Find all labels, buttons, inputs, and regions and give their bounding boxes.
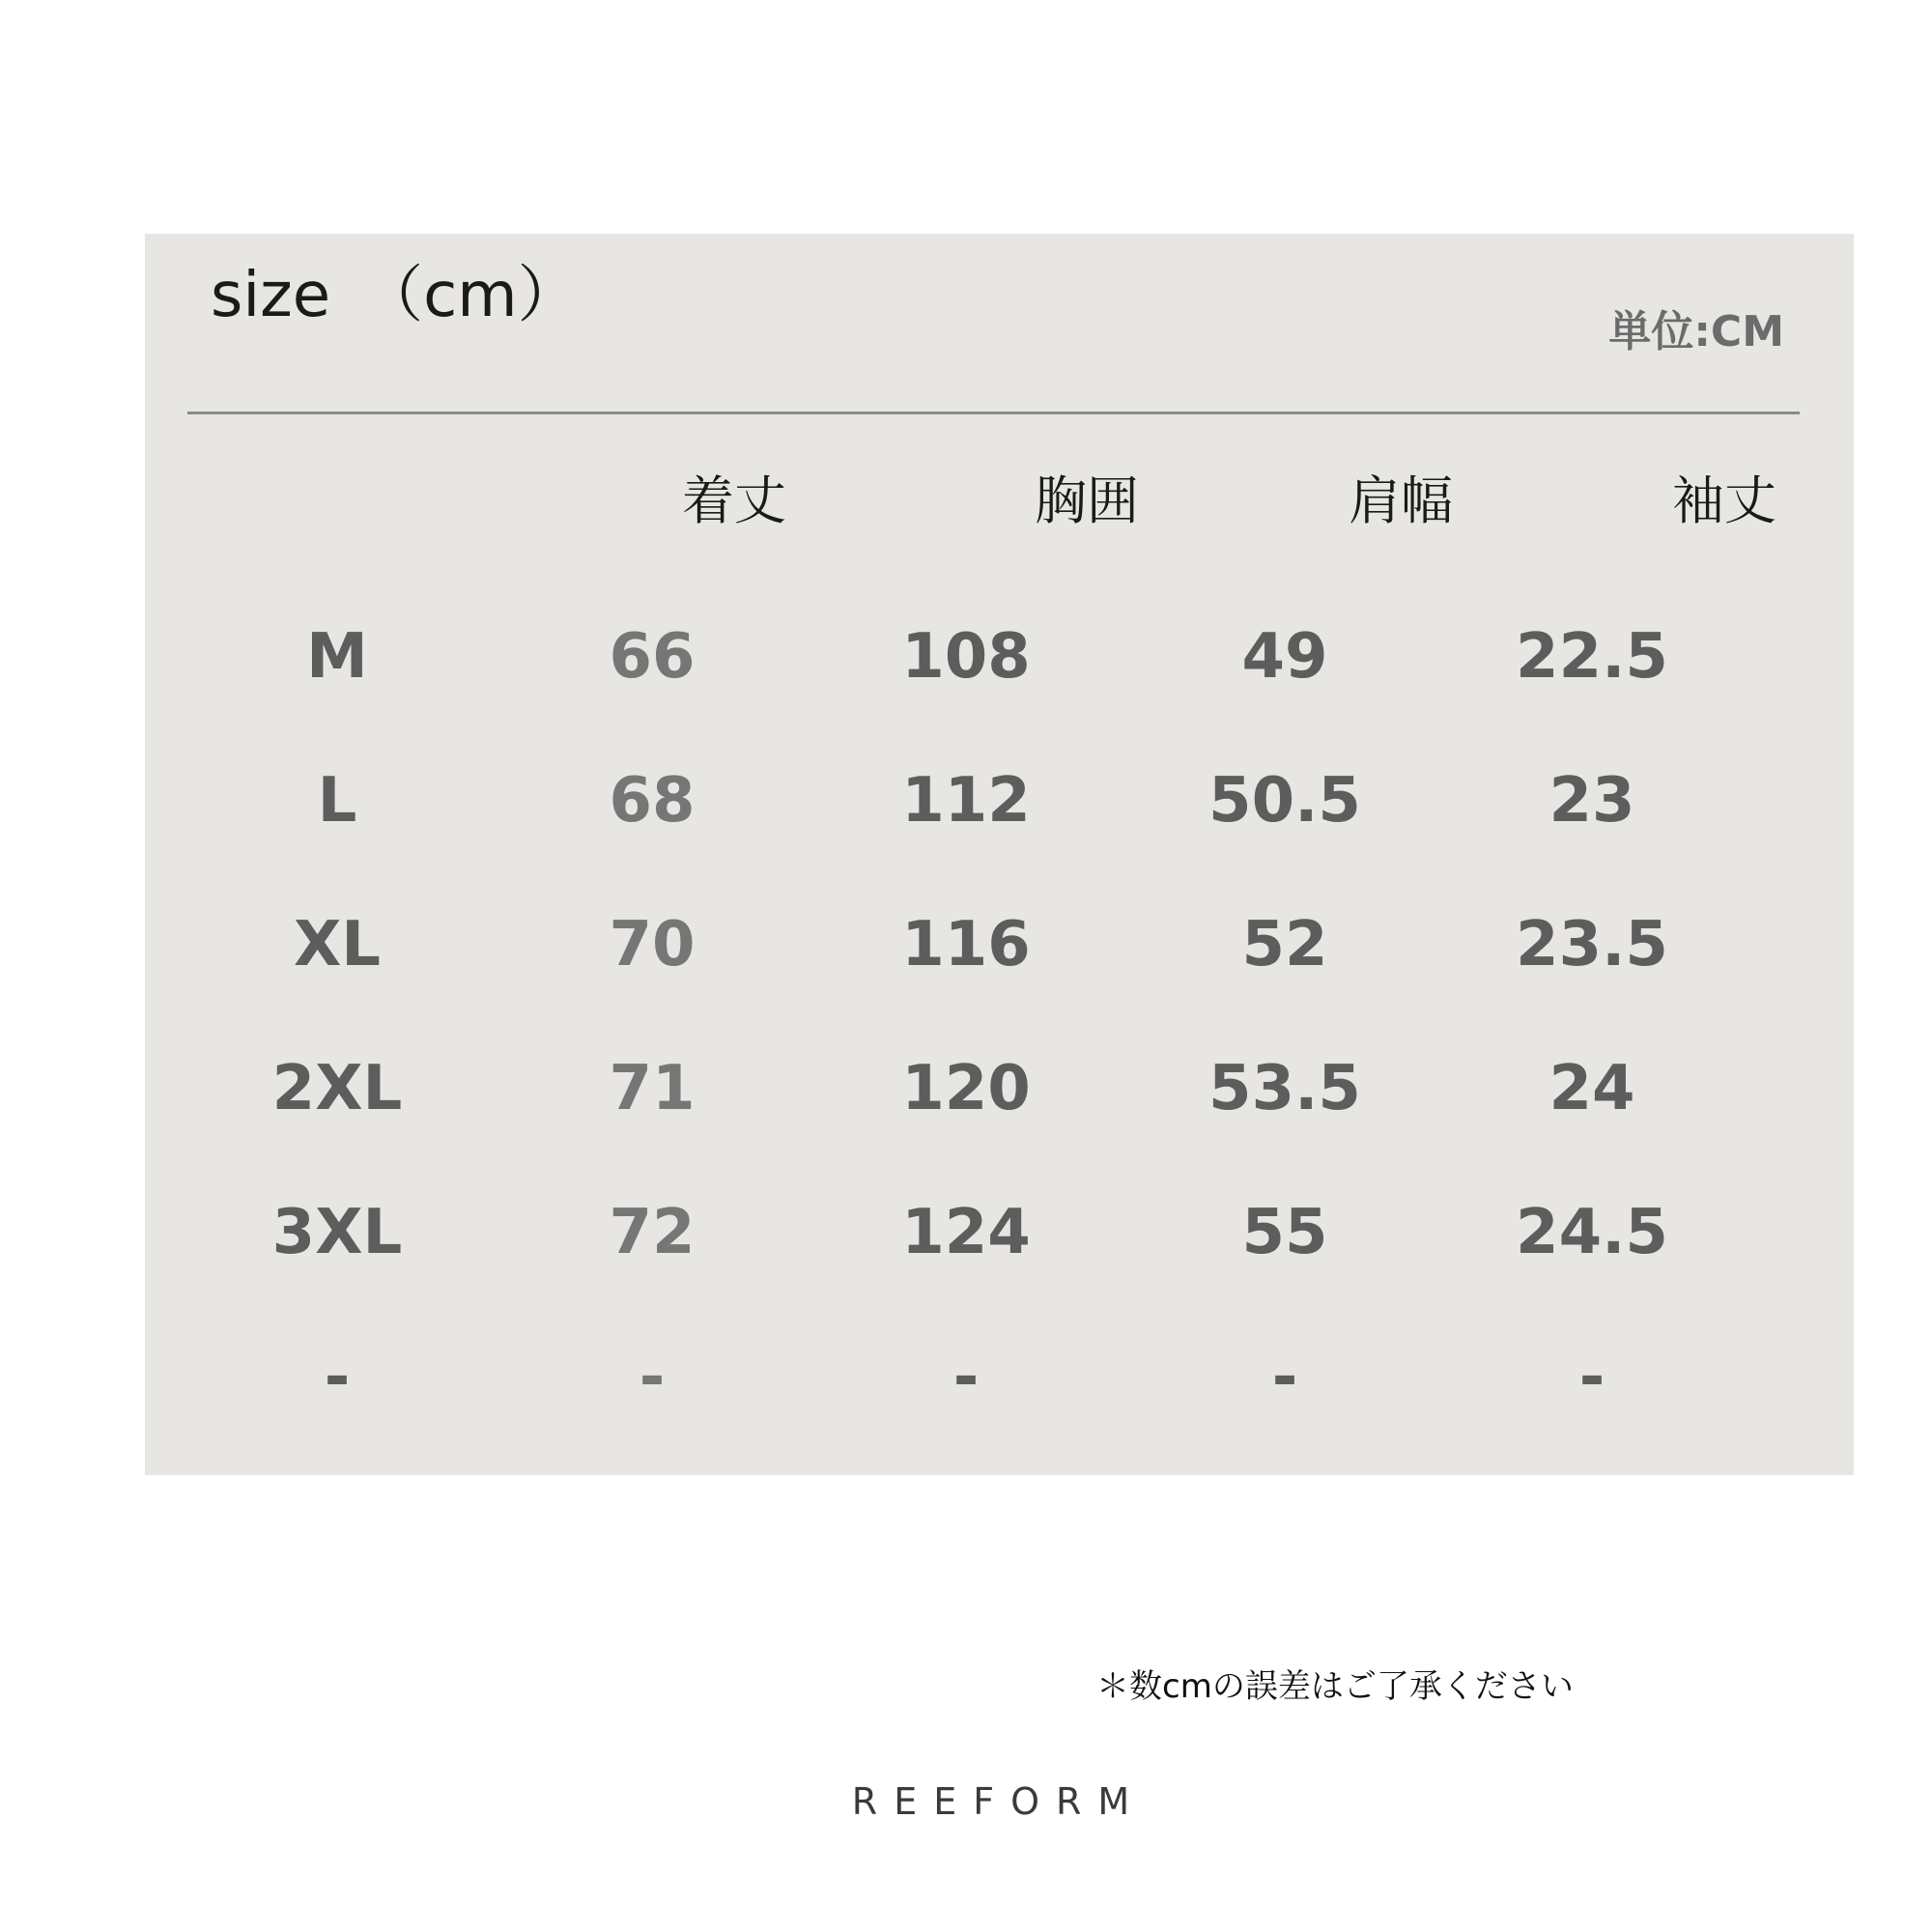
value-empty-length: - — [639, 1342, 666, 1413]
column-header-shoulder: 肩幅 — [1349, 470, 1453, 531]
brand-wordmark: REEFORM — [851, 1780, 1147, 1823]
value-empty-chest: - — [952, 1342, 980, 1413]
value-l-sleeve: 23 — [1548, 765, 1635, 837]
value-3xl-chest: 124 — [901, 1197, 1031, 1268]
value-2xl-shoulder: 53.5 — [1208, 1053, 1361, 1124]
value-m-length: 66 — [609, 621, 696, 693]
size-label-m: M — [306, 621, 368, 693]
value-empty-shoulder: - — [1271, 1342, 1298, 1413]
value-m-sleeve: 22.5 — [1516, 621, 1668, 693]
value-2xl-chest: 120 — [901, 1053, 1031, 1124]
value-empty-sleeve: - — [1578, 1342, 1605, 1413]
size-label-xl: XL — [293, 909, 382, 980]
value-2xl-length: 71 — [609, 1053, 696, 1124]
value-3xl-sleeve: 24.5 — [1516, 1197, 1668, 1268]
value-xl-shoulder: 52 — [1241, 909, 1328, 980]
column-header-sleeve: 袖丈 — [1672, 470, 1776, 531]
value-3xl-length: 72 — [609, 1197, 696, 1268]
value-3xl-shoulder: 55 — [1241, 1197, 1328, 1268]
unit-label: 単位:CM — [1608, 307, 1784, 356]
size-label-2xl: 2XL — [271, 1053, 403, 1124]
size-label-l: L — [317, 765, 357, 837]
measurement-note: ＊数cmの誤差はご了承ください — [1096, 1667, 1574, 1706]
value-2xl-sleeve: 24 — [1548, 1053, 1635, 1124]
column-header-chest: 胸囲 — [1035, 470, 1139, 531]
size-label-3xl: 3XL — [271, 1197, 403, 1268]
column-header-length: 着丈 — [682, 470, 786, 531]
size-label-empty: - — [324, 1342, 351, 1413]
header-divider — [187, 412, 1800, 414]
value-xl-length: 70 — [609, 909, 696, 980]
value-l-shoulder: 50.5 — [1208, 765, 1361, 837]
value-l-length: 68 — [609, 765, 696, 837]
value-xl-chest: 116 — [901, 909, 1031, 980]
value-m-chest: 108 — [901, 621, 1031, 693]
value-l-chest: 112 — [901, 765, 1031, 837]
value-xl-sleeve: 23.5 — [1516, 909, 1668, 980]
chart-title: size （cm） — [211, 260, 580, 331]
size-chart-panel — [145, 234, 1854, 1475]
value-m-shoulder: 49 — [1241, 621, 1328, 693]
